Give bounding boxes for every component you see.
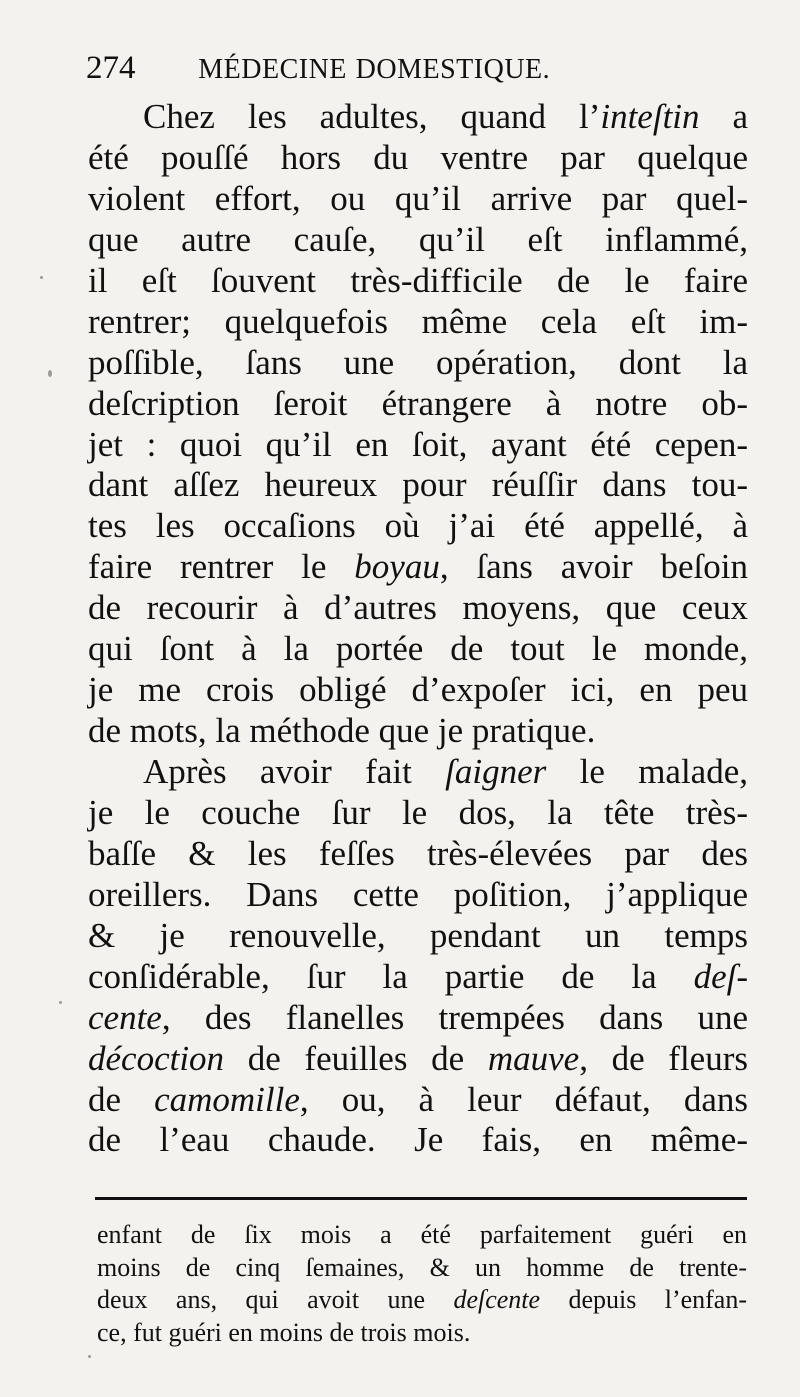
- paper-speck: [59, 1001, 62, 1004]
- text-line-26: de l’eau chaude. Je fais, en même-: [88, 1120, 748, 1160]
- text-line-16: de mots, la méthode que je pratique.: [88, 711, 596, 751]
- text-line-10: dant aſſez heureux pour réuſſir dans tou-: [88, 465, 748, 505]
- paper-speck: [48, 370, 52, 377]
- text-line-19: baſſe & les feſſes très-élevées par des: [88, 833, 748, 873]
- text-line-23: cente, des flanelles trempées dans une: [88, 997, 748, 1037]
- text-line-15: je me crois obligé d’expoſer ici, en peu: [88, 670, 748, 710]
- footnote-line-1: enfant de ſix mois a été parfaitement guéri en: [97, 1220, 747, 1249]
- text-line-17: Après avoir fait ſaigner le malade,: [143, 752, 749, 791]
- running-title-word-2: DOMESTIQUE.: [355, 54, 551, 85]
- running-title-word-1: MÉDECINE: [198, 54, 347, 85]
- text-line-22: conſidérable, ſur la partie de la deſ-: [88, 956, 748, 996]
- text-line-3: violent effort, ou qu’il arrive par quel-: [88, 178, 748, 218]
- text-line-13: de recourir à d’autres moyens, que ceux: [88, 588, 748, 628]
- footnote-rule: [95, 1197, 747, 1200]
- main-text: [88, 97, 748, 1161]
- paper-speck: [88, 1355, 91, 1358]
- text-line-24: décoction de feuilles de mauve, de fleurs: [88, 1038, 748, 1078]
- footnote: [97, 1219, 747, 1349]
- page-number: 274: [86, 50, 136, 86]
- text-line-20: oreillers. Dans cette poſition, j’applique: [88, 874, 748, 914]
- footnote-line-2: moins de cinq ſemaines, & un homme de trente-: [97, 1252, 747, 1282]
- paper-speck: [40, 276, 43, 279]
- text-line-12: faire rentrer le boyau, ſans avoir beſoin: [88, 547, 749, 587]
- text-line-14: qui ſont à la portée de tout le monde,: [88, 629, 748, 669]
- text-line-4: que autre cauſe, qu’il eſt inflammé,: [88, 219, 748, 259]
- text-line-8: deſcription ſeroit étrangere à notre ob-: [88, 383, 748, 423]
- text-line-1: Chez les adultes, quand l’inteſtin a: [143, 97, 748, 136]
- text-line-25: de camomille, ou, à leur défaut, dans: [88, 1079, 748, 1119]
- text-line-6: rentrer; quelquefois même cela eſt im-: [88, 301, 748, 341]
- page-header: [86, 42, 746, 94]
- text-line-21: & je renouvelle, pendant un temps: [88, 915, 748, 955]
- text-line-18: je le couche ſur le dos, la tête très-: [88, 792, 748, 832]
- running-title: [198, 42, 550, 96]
- text-line-5: il eſt ſouvent très-difficile de le faire: [88, 260, 748, 300]
- text-line-11: tes les occaſions où j’ai été appellé, à: [88, 506, 748, 546]
- text-line-9: jet : quoi qu’il en ſoit, ayant été cepen-: [88, 424, 748, 464]
- text-line-2: été pouſſé hors du ventre par quelque: [88, 137, 748, 177]
- footnote-line-3: deux ans, qui avoit une deſcente depuis l’enfan-: [97, 1285, 747, 1314]
- text-line-7: poſſible, ſans une opération, dont la: [88, 342, 748, 382]
- footnote-line-4: ce, fut guéri en moins de trois mois.: [97, 1317, 471, 1347]
